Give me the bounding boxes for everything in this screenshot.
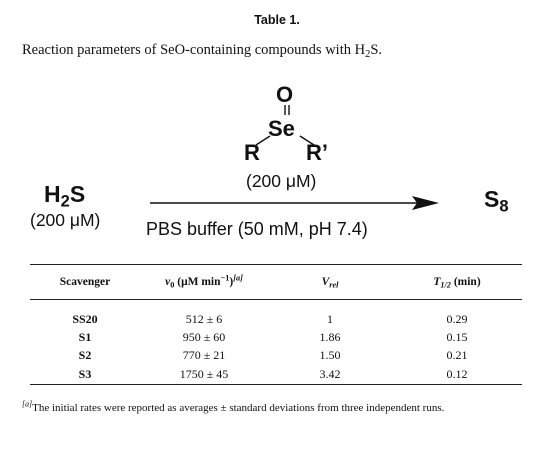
- double-bond-icon: [281, 105, 293, 115]
- table-row: [30, 364, 522, 385]
- data-table: [30, 264, 522, 385]
- reagent-left-group: R: [244, 140, 260, 165]
- header-relative-rate: $V_{rel}$: [268, 265, 392, 300]
- reaction-arrow-icon: [150, 195, 440, 211]
- row-initial-rate: 950 ± 60: [182, 329, 226, 344]
- caption-text: Reaction parameters of SeO-containing compounds with H: [22, 42, 366, 58]
- row-half-life: 0.21: [446, 347, 468, 362]
- reactant-concentration: (200 μM): [30, 210, 101, 230]
- caption-subscript: 2: [365, 48, 371, 60]
- row-scavenger: SS20: [72, 311, 98, 326]
- row-half-life: 0.12: [392, 364, 522, 385]
- reactant-formula: $H_2S$: [44, 181, 86, 211]
- header-initial-rate: $v_0$ (μM $\min^{-1})[a]$: [140, 265, 268, 300]
- row-scavenger: S1: [78, 329, 92, 344]
- table-title: Table 1.: [254, 13, 300, 27]
- row-half-life: 0.29: [446, 311, 468, 326]
- table-row: [30, 328, 522, 346]
- reagent-concentration: (200 μM): [246, 171, 317, 191]
- row-scavenger: S3: [30, 364, 140, 385]
- row-relative-rate: 1: [327, 311, 333, 326]
- table-footnote: [22, 399, 445, 414]
- footnote-text: The initial rates were reported as averages ± standard deviations from three independent runs.: [32, 402, 445, 414]
- row-half-life: 0.15: [446, 329, 468, 344]
- row-relative-rate: 3.42: [268, 364, 392, 385]
- row-initial-rate: 512 ± 6: [185, 311, 223, 326]
- row-scavenger: S2: [78, 347, 92, 362]
- footnote-mark: [a]: [22, 399, 33, 409]
- row-initial-rate: 770 ± 21: [182, 347, 226, 362]
- header-scavenger: Scavenger: [30, 265, 140, 300]
- reagent-selenium-atom: Se: [268, 116, 295, 141]
- header-half-life: $T_{1/2}$ (min): [392, 265, 522, 300]
- table-row: [30, 300, 522, 329]
- table-row: [30, 346, 522, 364]
- row-relative-rate: 1.50: [319, 347, 341, 362]
- product-formula: $S_8$: [484, 186, 509, 216]
- header-row: [30, 265, 522, 300]
- row-relative-rate: 1.86: [319, 329, 341, 344]
- row-initial-rate: 1750 ± 45: [140, 364, 268, 385]
- caption-text-end: S.: [370, 42, 383, 58]
- table-caption: [22, 42, 382, 59]
- reagent-right-group: R’: [306, 140, 328, 165]
- reaction-conditions: PBS buffer (50 mM, pH 7.4): [146, 219, 368, 239]
- reagent-oxygen-atom: O: [276, 82, 294, 107]
